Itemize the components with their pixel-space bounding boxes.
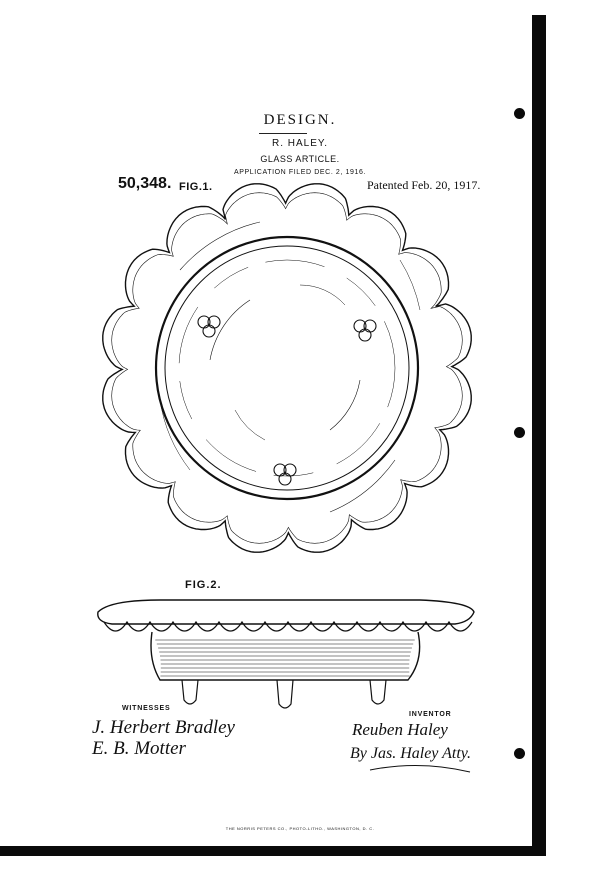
- inventor-name: R. HALEY.: [271, 138, 329, 149]
- figure-1-drawing: [103, 184, 471, 552]
- inventor-label: INVENTOR: [409, 711, 452, 718]
- plate-well-outer: [156, 237, 418, 499]
- shading-arc-4: [300, 285, 345, 305]
- bowl-hatching: [155, 640, 414, 676]
- document-title: DESIGN.: [263, 112, 337, 128]
- patent-number: 50,348.: [118, 175, 172, 192]
- witnesses-label: WITNESSES: [122, 705, 171, 712]
- bowl-foot-left: [182, 680, 198, 704]
- patent-date: Patented Feb. 20, 1917.: [367, 178, 481, 192]
- bowl-foot-middle: [277, 680, 293, 708]
- shading-arc-2: [330, 380, 360, 430]
- bowl-rim-top: [98, 600, 474, 624]
- signature-inventor: [351, 720, 448, 739]
- shading-arc-3: [235, 410, 265, 440]
- article-title: GLASS ARTICLE.: [260, 154, 340, 164]
- foot-trefoil-bottom: [274, 464, 296, 485]
- signature-attorney: [350, 745, 471, 772]
- bowl-foot-right: [370, 680, 386, 704]
- foot-trefoil-right: [354, 320, 376, 341]
- figure-2-label: FIG.2.: [185, 579, 222, 591]
- plate-shading-ring: [179, 260, 395, 476]
- scalloped-rim: [103, 184, 471, 552]
- shading-arc-1: [210, 300, 250, 360]
- figure-1-label: FIG.1.: [179, 181, 213, 193]
- signature-witness-1: [92, 717, 236, 738]
- rim-shading-2: [330, 460, 395, 512]
- scalloped-rim-inner: [112, 193, 463, 544]
- svg-text:Reuben Haley: Reuben Haley: [352, 720, 448, 739]
- svg-text:By Jas. Haley Atty.: By Jas. Haley Atty.: [350, 745, 471, 762]
- plate-well-inner: [165, 246, 409, 490]
- foot-trefoil-left: [198, 316, 220, 337]
- rim-shading-1: [180, 222, 260, 270]
- printer-credit: THE NORRIS PETERS CO., PHOTO-LITHO., WASHINGTON, D. C.: [225, 826, 375, 831]
- rim-shading-4: [400, 260, 420, 310]
- application-filed: APPLICATION FILED DEC. 2, 1916.: [233, 169, 367, 176]
- svg-text:E. B. Motter: E. B. Motter: [92, 738, 186, 759]
- signature-witness-2: [91, 738, 187, 759]
- svg-text:J. Herbert Bradley: J. Herbert Bradley: [92, 717, 235, 738]
- figure-2-drawing: [98, 600, 474, 708]
